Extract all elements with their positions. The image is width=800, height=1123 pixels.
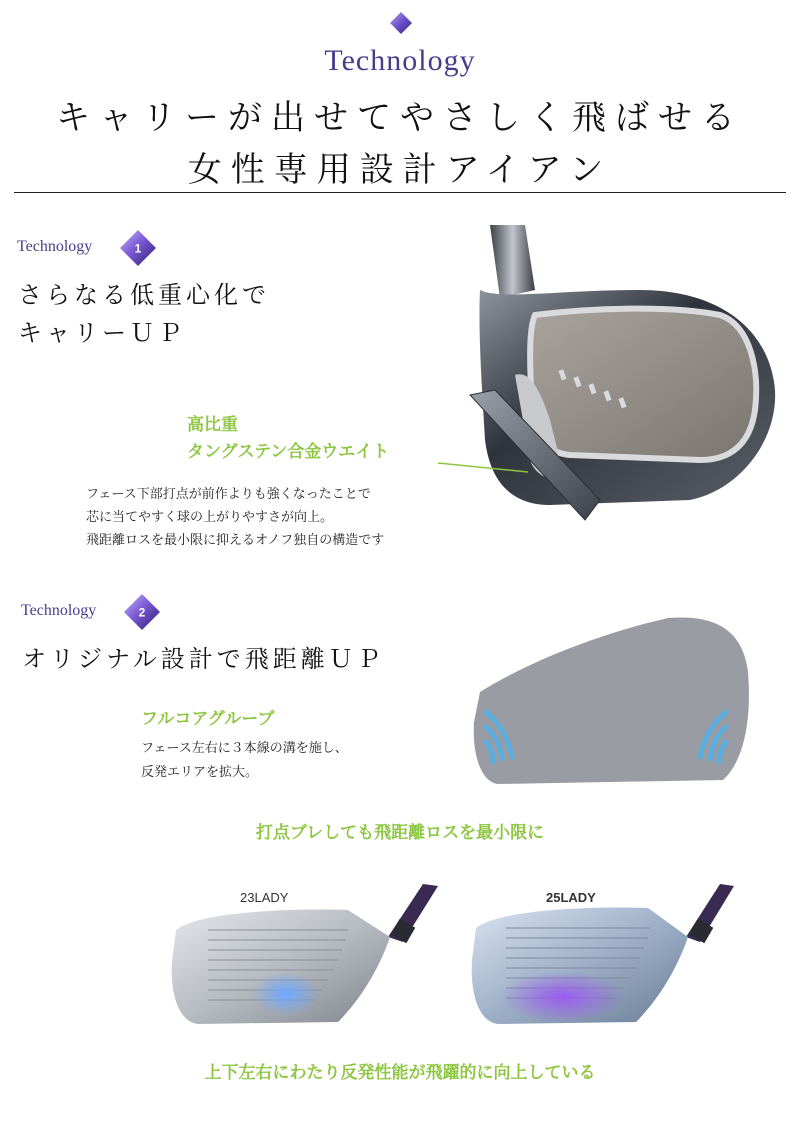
callout-leader-line <box>438 455 538 475</box>
section2-desc-line-2: 反発エリアを拡大。 <box>141 765 259 780</box>
section1-tech-label: Technology <box>17 238 93 255</box>
section1-number-badge <box>118 228 158 268</box>
section2-tech-label: Technology <box>21 602 97 619</box>
section2-callout: 打点ブレしても飛距離ロスを最小限に <box>255 823 545 843</box>
section1-desc-line-3: 飛距離ロスを最小限に抑えるオノフ独自の構造です <box>86 533 385 548</box>
section2-heading: オリジナル設計で飛距離ＵＰ <box>22 645 385 673</box>
section2-desc-line-1: フェース左右に３本線の溝を施し、 <box>141 741 348 756</box>
iron-head-image <box>440 220 790 540</box>
section1-desc-line-2: 芯に当てやすく球の上がりやすさが向上。 <box>86 510 334 525</box>
headline-line-2: 女性専用設計アイアン <box>187 150 613 190</box>
club-23lady-image <box>168 882 458 1032</box>
club-25lady-image <box>468 882 758 1032</box>
section1-desc-line-1: フェース下部打点が前作よりも強くなったことで <box>86 487 371 502</box>
conclusion-text: 上下左右にわたり反発性能が飛躍的に向上している <box>204 1063 596 1083</box>
section1-heading-line-1: さらなる低重心化で <box>18 281 270 309</box>
divider <box>14 192 786 193</box>
section1-heading-line-2: キャリーＵＰ <box>18 319 186 347</box>
diamond-icon <box>390 12 412 34</box>
section2-feature: フルコアグルーブ <box>141 709 275 729</box>
section1-feature-line-2: タングステン合金ウエイト <box>187 442 390 462</box>
model-label-old: 23LADY <box>240 890 289 905</box>
section1-number: 1 <box>134 241 142 256</box>
model-label-new: 25LADY <box>546 890 596 905</box>
section1-feature-line-1: 高比重 <box>187 415 238 435</box>
section2-number: 2 <box>138 605 146 620</box>
header-tech-label: Technology <box>324 44 476 77</box>
section2-number-badge <box>122 592 162 632</box>
headline-line-1: キャリーが出せてやさしく飛ばせる <box>56 98 744 138</box>
face-groove-diagram <box>468 612 753 788</box>
